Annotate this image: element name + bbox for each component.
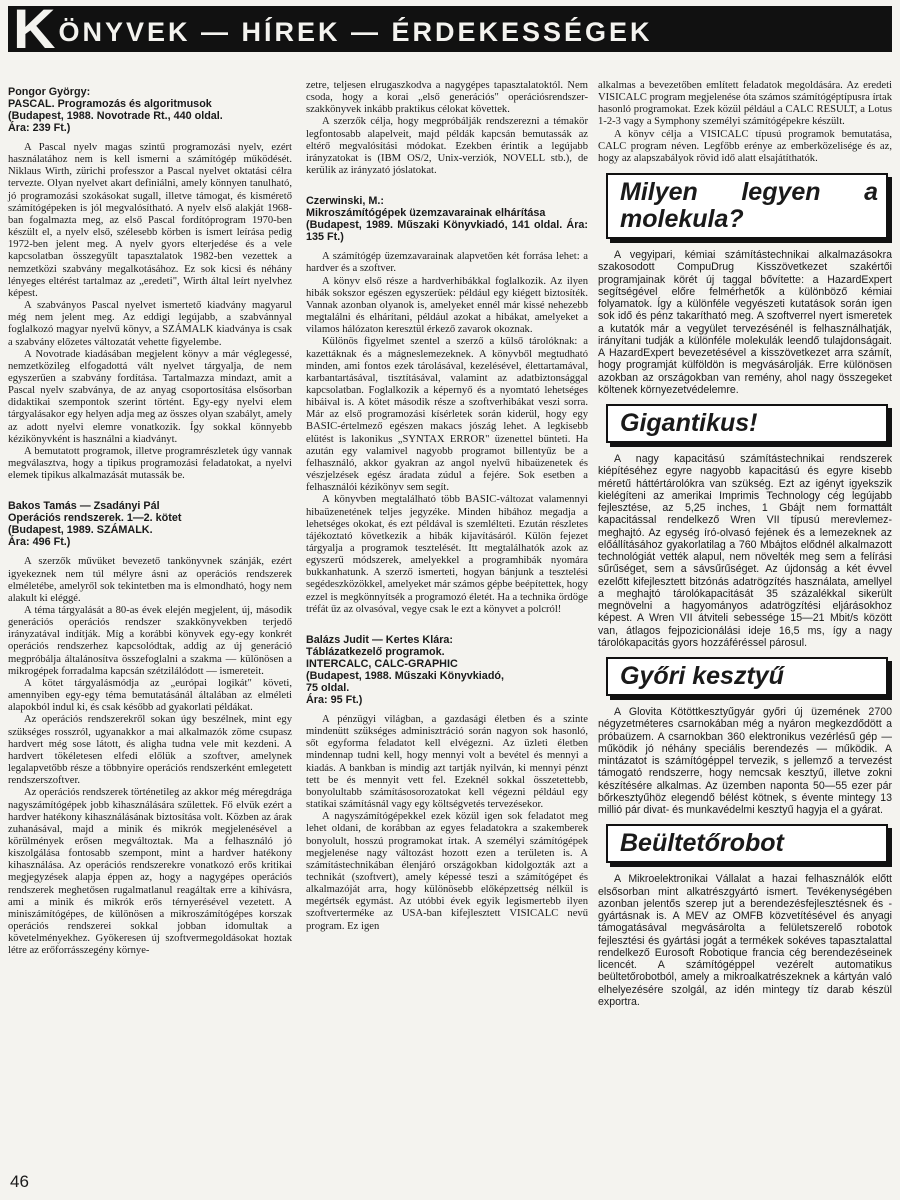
- review-paragraph: A Pascal nyelv magas szintű programozási nyelv, ezért használatához nem is kell ismerni a számítógép működését. Niklaus Wirth, zürichi professzor a Pascal nyelvet oktatási célra tervezte. Olyan nyelvet akart definiálni, amely könnyen tanulható, jó programozási szokásokat sugall, illetve támogat, és kismérető számítógépeken is jól megvalósítható. A nyelv első alakját 1968-ban fogalmazta meg, az első Pascal fordítóprogram 1970-ben készült el, a nyelv első, szélesebb körben is ismert leírása pedig 1972-ben jelent meg. A nyelv gyors elterjedése és a vele kapcsolatban összegyűlt tapasztalatok 1982-ben vezettek a nemzetközi szabvány megalkotásához. Ez sok kicsi és néhány lényeges eltérést tartalmaz az „eredeti", Wirth által leírt nyelvhez képest.: [8, 142, 292, 299]
- review-paragraph: A Novotrade kiadásában megjelent könyv a már véglegessé, nemzetközileg elfogadottá vált nyelvet tárgyalja, de nem egyszerűen a szabvány fordítása. Tartalmazza mindazt, amit a Pascal nyelv szabványa, de az anyag csoportosítása elsősorban didaktikai szempontok szerint történt. Egy-egy nyelvi elem tárgyalásakor egy helyen adja meg az összes olyan szabályt, amely az adott nyelvi elemre vonatkozik. Így sokkal könnyebb kézikönyvként is használni a kiadványt.: [8, 348, 292, 445]
- review-paragraph: alkalmas a bevezetőben említett feladatok megoldására. Az eredeti VISICALC program megjelenése óta számos számítógéptípusra írtak hasonló programokat. Ezek közül például a CALC RESULT, a Lotus 1-2-3 vagy a Symphony személyi számítógépekre készült.: [598, 80, 892, 128]
- banner-title: ÖNYVEK — HÍREK — ÉRDEKESSÉGEK: [58, 16, 653, 47]
- review-paragraph: A pénzügyi világban, a gazdasági életben és a szinte mindenütt szükséges adminisztráció során nagyon sok hasonló, sőt egyforma feladatot kell elvégezni. Az üzleti életben mindennap tudni kell, hogy mennyi volt a bevétel és mennyi a kiadás. A bankban is mindig azt tartják nyilván, ki mennyi pénzt tett be és mennyit vett fel. Ezeknél sokkal összetettebb, bonyolultabb számításosorozatokat kell végezni például egy statikai számításnál vagy egy költségvetés tervezésekor.: [306, 713, 588, 811]
- review-paragraph: A kötet tárgyalásmódja az „európai logikát" követi, amennyiben egy-egy téma bemutatásánál általában az elméleti alapokból indul ki, és csak később ad gyakorlati példákat.: [8, 677, 292, 714]
- review-paragraph: A szerzők művüket bevezető tankönyvnek szánják, ezért igyekeznek nem túl mélyre ásni az operációs rendszerek elméletébe, amelyről sok tekintetben ma is elmondható, hogy nem alakult ki eléggé.: [8, 556, 292, 604]
- news-title-glove: Győri kesztyű: [606, 657, 888, 696]
- review-paragraph: A könyv célja a VISICALC típusú programok bemutatása, CALC program néven. Legfőbb erénye az emberközelisége és az, hogy az alapszabályok rövid idő alatt elsajátíthatók.: [598, 128, 892, 164]
- column-2: [306, 80, 588, 933]
- review-paragraph: zetre, teljesen elrugaszkodva a nagygépes tapasztalatoktól. Nem csoda, hogy a korai „első generációs" operációsrendszer-szakkönyvek inkább praktikus célokat követtek.: [306, 80, 588, 116]
- review-paragraph: A bemutatott programok, illetve programrészletek úgy vannak megválasztva, hogy a tipikus programozási feladatokat, a nyelvi elemek tipikus alkalmazását mutassák be.: [8, 445, 292, 482]
- news-title-molecule: Milyen legyen a molekula?: [606, 173, 888, 239]
- news-title-robot: Beültetőrobot: [606, 824, 888, 863]
- review-paragraph: A szerzők célja, hogy megpróbálják rendszerezni a témakör legfontosabb alapelveit, majd példák kapcsán bemutassák az eltérő megvalósítási módokat. Ezekben érintik a legújabb irányzatokat is (IBM OS/2, Unix-verziók, NOVELL stb.), de kerülik az irányzató jóslatokat.: [306, 116, 588, 177]
- review-header-troubleshooting: Czerwinski, M.: Mikroszámítógépek üzemzavarainak elhárítása (Budapest, 1989. Műszaki Könyvkiadó, 141 oldal. Ára: 135 Ft.): [306, 195, 588, 244]
- section-banner: [8, 6, 892, 52]
- news-text-molecule: A vegyipari, kémiai számítástechnikai alkalmazásokra szakosodott CompuDrug Kisszövetkezet szakértői programjainak körét új taggal bővítette: a HazardExpert segítségével előre felmérhetők a különböző kémiai folyamatok. Így a különféle vegyészeti kutatások során igen sok idő és pénz takarítható meg. A szoftverrel nyert ismeretek a kutatók már a vegyület tervezésénél is felhasználhatják, irányítani tudják a különféle molekulák leendő tulajdonságait. A HazardExpert bevezetésével a kisszövetkezet arra számít, hogy programját külföldön is megvásárolják. Erre különösen azokban az országokban van remény, ahol nagy összegeket költenek környezetvédelemre.: [598, 249, 892, 396]
- news-text-gigantic: A nagy kapacitású számítástechnikai rendszerek kiépítéséhez egyre nagyobb kapacitású és egyre kisebb méretű háttértárolókra van szükség. Ezt az igényt igyekszik kielégíteni az amerikai Imprimis Technology cég legújabb fejlesztése, az 5,25 inches, 1 Gbájt nem formattált kapacitással rendelkező Wren VII típusú merevlemez-meghajtó. Az egység író-olvasó fejének és a lemezeknek az előállításához gyakorlatilag a 760 Mbájtos elődnél alkalmazott technológiát vették alapul, nem növelték meg sem a felírási sűrűséget, sem a sávsűrűséget. Az újdonság a két évvel ezelőtt kifejlesztett bitzónás adatrögzítés használata, amellyel a meghajtó tárolókapacitását 35 százalékkal sikerült megnövelni a hagyományos adatrögzítési eljárásokhoz képest. A Wren VII átviteli sebessége 15—21 Mbit/s között van, átlagos fejpozicionálási ideje 16,5 ms, így a nagy tárolókapacitás gyors hozzáféréssel párosul.: [598, 453, 892, 649]
- review-header-spreadsheets: Balázs Judit — Kertes Klára: Táblázatkezelő programok. INTERCALC, CALC-GRAPHIC (Budapest, 1988. Műszaki Könyvkiadó, 75 oldal. Ára: 95 Ft.): [306, 633, 505, 706]
- review-paragraph: A nagyszámítógépekkel ezek közül igen sok feladatot meg lehet oldani, de korábban az egyes feladatokra a szakemberek bonyolult, hosszú programokat írtak. A személyi számítógépek megjelenése nagy változást hozott ezen a területen is. A számítástechnikában élenjáró országokban kidolgozták azt a technikát (szoftvert), amely képessé teszi a számítógépet és alkalmazóját arra, hogy különösebb előképzettség nélkül is megértsék egymást. Az utóbbi évek egyik legismertebb ilyen szoftverterméke az USA-ban kifejlesztett VISICALC nevű program. Ez igen: [306, 811, 588, 932]
- review-paragraph: A könyv első része a hardverhibákkal foglalkozik. Az ilyen hibák sokszor egészen egyszerűek: például egy kiégett biztosíték. Vannak azonban olyanok is, amelyeket ennél már kissé nehezebb megtalálni és elhárítani, például azokat a hibákat, amelyeket a vilamos hálózaton keresztül érkező zavarok okoznak.: [306, 275, 588, 336]
- review-paragraph: Az operációs rendszerekről sokan úgy beszélnek, mint egy szükséges rosszról, ugyanakkor a mai alkalmazók zöme csupasz hardvert még sose látott, és aligha tudna vele mit kezdeni. A hardvert tökéletesen elfedi előlük a szoftver, amelynek legalapvetőbb része a többnyire operációs rendszerként emlegetett rendszerszoftver.: [8, 714, 292, 787]
- news-text-glove: A Glovita Kötöttkesztyűgyár győri új üzemének 2700 négyzetméteres csarnokában még a nyáron megkezdődött a próbaüzem. A csarnokban 360 elektronikus vezérlésű gép — működik jó néhány speciális berendezés — működik. A mintázatot is számítógéppel tervezik, s jellemző a tervezést támogató rendszerre, hogy nemcsak kesztyű, illetve zokni készítésére alkalmas. Az üzemben naponta 50—55 ezer pár bőrkesztyűhöz elegendő bélést kötnek, s évente mintegy 13 millió pár divat- és munkavédelmi kesztyű hagyja el a gyárat.: [598, 706, 892, 817]
- review-paragraph: Az operációs rendszerek történetileg az akkor még méregdrága nagyszámítógépek jobb kihasználására születtek. Fő elvük ezért a hardver hatékony kihasználásának biztosítása volt. Közben az árak zuhanásával, majd a minik és mikrók megjelenésével a körülmények erősen megváltoztak. Ma a felhasználó jó kiszolgálása fontosabb szempont, mint a hardver hatékony kihasználása. Az operációs rendszerekre vonatkozó erős kritikai megjegyzések alapja éppen az, hogy a nagygépes operációs rendszerek meghetősen rugalmatlanul reagáltak erre a kihívásra, ami a minik és mikrók erős térnyerésével vezetett. A miniszámítógépes, de különösen a mikroszámítógépes korszak operációs rendszerei sokkal jobban idomultak a követelményekhez. Gyökeresen új szoftvermegoldásokat hoztak létre az erőforrásszegény környe-: [8, 787, 292, 957]
- review-paragraph: A számítógép üzemzavarainak alapvetően két forrása lehet: a hardver és a szoftver.: [306, 251, 588, 275]
- review-header-pascal: Pongor György: PASCAL. Programozás és algoritmusok (Budapest, 1988. Novotrade Rt., 440 oldal. Ára: 239 Ft.): [8, 86, 223, 134]
- review-paragraph: A szabványos Pascal nyelvet ismertető kiadvány magyarul még nem jelent meg. Az eddigi legújabb, a szabvánnyal foglalkozó magyar nyelvű könyv, a SZÁMALK kiadványa is csak a szabvány előzetes változatát vehette figyelembe.: [8, 300, 292, 348]
- review-header-operating-systems: Bakos Tamás — Zsadányi Pál Operációs rendszerek. 1—2. kötet (Budapest, 1989. SZÁMALK. Ára: 496 Ft.): [8, 500, 182, 549]
- column-1: [8, 86, 292, 958]
- review-paragraph: Különös figyelmet szentel a szerző a külső tárolóknak: a kazettáknak és a mágneslemezeknek. A könyvből megtudható minden, ami fontos ezek tárolásával, kezelésével, élettartamával, karbantartásával, tisztításával, valamint az adatbiztonsággal kapcsolatban. Foglalkozik a képernyő és a nyomtató lehetséges hibáival is. A kötet második része a szoftverhibákat veszi sorra. Már az első programozási kísérletek során kiderül, hogy egy BASIC-értelmező egészen makacs jószág lehet. A legkisebb elütést is lakonikus „SYNTAX ERROR" üzenettel bünteti. Ha azután egy valamivel nagyobb programot billentyűz be a felhasználó, akkor gyakran az angol nyelvű hibaüzenetek és vészjelzések egész áradata zúdul a fejére. Sok esetben a felhasználói kézikönyv sem segít.: [306, 336, 588, 494]
- page-number: 46: [10, 1172, 29, 1191]
- review-paragraph: A könyvben megtalálható több BASIC-változat valamennyi hibaüzenetének teljes jegyzéke. Minden hibához megadja a lehetséges okokat, és ezt példával is szemlélteti. Ezután részletes tájékoztató következik a hibák kijavításáról. Külön fejezet tárgyalja a programok tesztelését. Itt megtalálhatók azok az egyszerű módszerek, amelyekkel a programhibák nyomára bukkanhatunk. A szerző ismerteti, hogyan bánjunk a tesztelési segédeszközökkel, amelyeket már számos gépbe beépítettek, hogy ezzel is megkönnyítsék a programozó életét. Ha a technika ördöge tréfát űz az olvasóval, vegye csak le ezt a könyvet a polcról!: [306, 494, 588, 615]
- review-paragraph: A téma tárgyalását a 80-as évek elején megjelent, új, második generációs operációs rendszer szakkönyvekben terjedő irányzatával indítják. Míg a korábbi könyvek egy-egy konkrét operációs rendszerhez kapcsolódtak, addig az új generáció megpróbálja általánosítva összefoglalni a szakma — különösen a mikrogépek forradalma kapcsán szétzilálódott — ismereteit.: [8, 605, 292, 677]
- banner-initial: K: [12, 6, 56, 52]
- news-text-robot: A Mikroelektronikai Vállalat a hazai felhasználók előtt elsősorban mint alkatrészgyártó ismert. Tevékenységében azonban jelentős szerep jut a berendezésfejlesztésnek és -gyártásnak is. A MEV az OMFB közvetítésével és anyagi támogatásával megvásárolta a felületszerelő robotok fejlesztési és gyártási jogát a termékek sokéves tapasztalattal rendelkező Eurosoft Robotique francia cég berendezéseinek licencét. A számítógéppel vezérelt automatikus beültetőrobotból, amely a mikroalkatrészeknek a kártyán való elhelyezésére szolgál, az idén mintegy tíz darab készül exportra.: [598, 873, 892, 1008]
- news-title-gigantic: Gigantikus!: [606, 404, 888, 443]
- column-3: [598, 80, 892, 1008]
